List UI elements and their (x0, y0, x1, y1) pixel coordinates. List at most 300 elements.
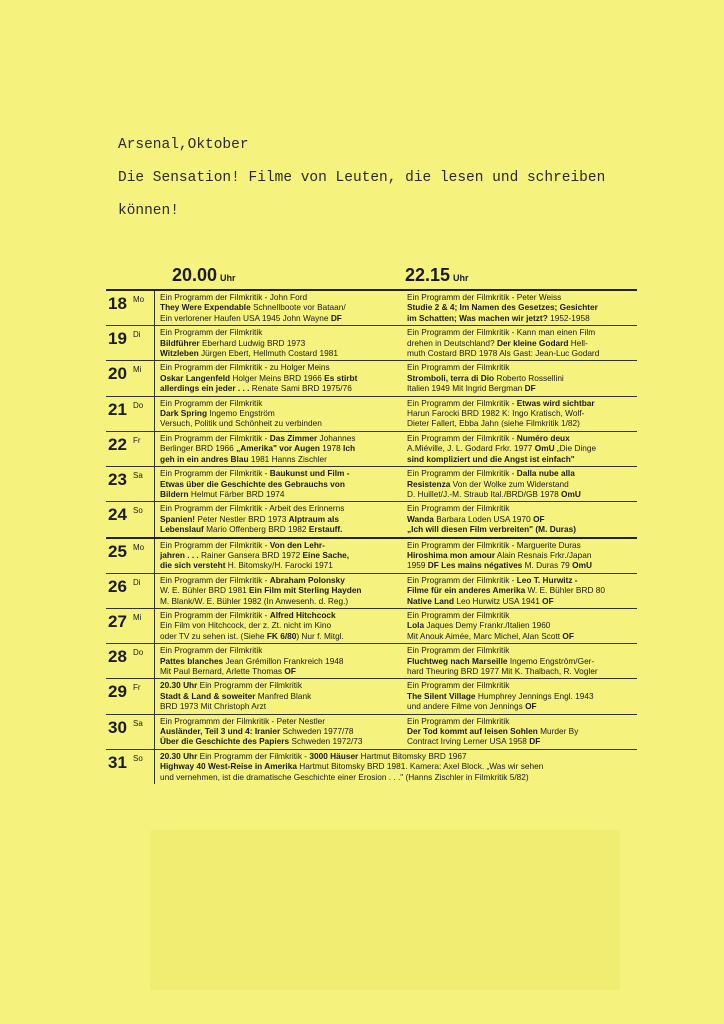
program-2000 (154, 361, 402, 395)
program-2000 (154, 397, 402, 431)
program-text: Ein Programm der Filmkritik (160, 645, 263, 656)
program-2215 (402, 644, 637, 678)
program-text: Ein Programm der Filmkritik - (407, 432, 517, 443)
program-text: jahren . . . (160, 549, 199, 560)
program-text: Versuch, Politik und Schönheit zu verbinden (160, 418, 322, 429)
program-text: Alain Resnais Frkr./Japan (495, 549, 592, 560)
program-text: geh in ein andres Blau (160, 453, 249, 464)
program-line (160, 716, 400, 726)
program-line (407, 666, 635, 676)
program-text: Murder By (537, 726, 579, 737)
program-text: und andere Filme von Jennings (407, 701, 526, 712)
program-line (160, 338, 400, 348)
program-text: Schnellboote vor Bataan/ (250, 302, 346, 313)
weekday: Mo (133, 542, 145, 552)
program-line (407, 503, 635, 513)
program-text: Pattes blanches (160, 655, 224, 666)
day-number: 23 (108, 470, 127, 490)
weekday: Mi (133, 365, 142, 375)
program-text: und vernehmen, ist die dramatische Geschichte einer Erosion . . ." (Hanns Zischler in Filmkritik 5/82) (160, 771, 529, 782)
intro-line-1: Arsenal,Oktober (118, 137, 249, 153)
program-text: Witzleben (160, 348, 199, 359)
program-line (407, 524, 635, 534)
program-line (407, 454, 635, 464)
program-text: W. E. Bühler BRD 80 (525, 585, 605, 596)
schedule-row (106, 431, 637, 466)
program-text: Ein verlorener Haufen USA 1945 John Wayne (160, 312, 331, 323)
day-cell (106, 291, 154, 325)
program-text: H. Bitomsky/H. Farocki 1971 (225, 560, 333, 571)
program-text: W. E. Bühler BRD 1981 (160, 585, 250, 596)
day-cell (106, 361, 154, 395)
program-line (160, 540, 400, 550)
program-text: Stromboli, terra di Dio (407, 372, 495, 383)
program-text: Erstauff. (308, 524, 343, 535)
program-text: OF (525, 701, 537, 712)
program-line (160, 596, 400, 606)
program-2215 (402, 361, 637, 395)
program-line (160, 631, 400, 641)
day-cell (106, 679, 154, 713)
day-cell (106, 644, 154, 678)
program-text: OF (562, 630, 574, 641)
program-line (160, 645, 400, 655)
day-cell (106, 432, 154, 466)
schedule-row (106, 608, 637, 643)
program-line (407, 292, 635, 302)
program-text: Ein Programm der Filmkritik (407, 680, 510, 691)
program-2215 (402, 397, 637, 431)
program-text: Eberhard Ludwig BRD 1973 (199, 337, 306, 348)
program-2215 (402, 609, 637, 643)
day-number: 28 (108, 647, 127, 667)
program-text: Harun Farocki BRD 1982 K: Ingo Kratisch, Wolf- (407, 408, 585, 419)
program-text: Ein Programm der Filmkritik - Arbeit des Erinnerns (160, 503, 345, 514)
program-text: Ein Programm der Filmkritik - (160, 609, 270, 620)
header-2215 (405, 265, 469, 286)
day-number: 24 (108, 505, 127, 525)
program-text: Über die Geschichte des Papiers (160, 736, 290, 747)
schedule-row (106, 289, 637, 325)
weekday: Mo (133, 295, 145, 304)
program-line (160, 292, 400, 302)
program-line (407, 610, 635, 620)
program-text: Alptraum als (288, 513, 339, 524)
program-line (160, 489, 400, 499)
program-line (160, 383, 400, 393)
program-line (160, 691, 400, 701)
program-text: Leo T. Hurwitz - (516, 574, 578, 585)
program-text: FK 6/80 (266, 630, 297, 641)
program-text: im Schatten; Was machen wir jetzt? (407, 312, 548, 323)
program-text: Schweden 1972/73 (289, 736, 363, 747)
program-text: Fluchtweg nach Marseille (407, 655, 508, 666)
program-text: oder TV zu sehen ist. (Siehe (160, 630, 267, 641)
program-line (407, 680, 635, 690)
day-number: 22 (108, 434, 127, 454)
program-text: 3000 Häuser (309, 750, 359, 761)
program-line (160, 408, 400, 418)
program-text: Ein Programm der Filmkritik (407, 609, 510, 620)
program-text: Jean Grémillon Frankreich 1948 (223, 655, 344, 666)
program-text: M. Duras 79 (522, 560, 573, 571)
program-text: Humphrey Jennings Engl. 1943 (475, 690, 594, 701)
program-line (407, 489, 635, 499)
program-text: Spanien! (160, 513, 196, 524)
schedule-row (106, 466, 637, 501)
program-text: Ein Programm der Filmkritik (407, 715, 510, 726)
program-2000 (154, 467, 402, 501)
program-text: Mario Offenberg BRD 1982 (203, 524, 309, 535)
program-line (160, 560, 400, 570)
program-line (407, 373, 635, 383)
program-text: 1959 (407, 560, 428, 571)
day-number: 27 (108, 611, 127, 631)
program-text: Ingemo Engström/Ger- (507, 655, 595, 666)
program-text: Von den Lehr- (269, 539, 325, 550)
program-line (407, 701, 635, 711)
header-2000-time: 20.00 (172, 265, 218, 285)
program-line (160, 736, 400, 746)
program-text: Berlinger BRD 1966 (160, 443, 237, 454)
program-line (160, 418, 400, 428)
program-2215 (402, 467, 637, 501)
header-2215-unit: Uhr (453, 273, 469, 283)
weekday: Fr (133, 435, 141, 445)
program-text: Hell- (568, 337, 588, 348)
program-line (407, 433, 635, 443)
program-line (407, 302, 635, 312)
program-text: Jaques Demy Frankr./Italien 1960 (424, 620, 551, 631)
program-line (407, 691, 635, 701)
program-text: Italien 1949 Mit Ingrid Bergman (407, 383, 525, 394)
program-line (160, 550, 400, 560)
program-line (160, 610, 400, 620)
program-line (160, 348, 400, 358)
schedule-row (106, 678, 637, 713)
program-text: Ein Programm der Filmkritik - (407, 397, 517, 408)
program-text: Bildern (160, 488, 189, 499)
program-text: OF (284, 666, 296, 676)
program-text: Ein Programm der Filmkritik - (197, 750, 310, 761)
schedule-row (106, 396, 637, 431)
intro-text (118, 135, 698, 234)
program-text: Eine Sache, (302, 549, 350, 560)
program-text: Hiroshima mon amour (407, 549, 496, 560)
day-cell (106, 574, 154, 608)
weekday: Fr (133, 683, 141, 693)
program-text: 1978 (319, 443, 344, 454)
program-2000 (154, 679, 402, 713)
program-text: DF Les mains négatives (427, 560, 523, 571)
program-text: Abraham Polonsky (269, 574, 345, 585)
program-line (407, 550, 635, 560)
program-line (407, 398, 635, 408)
program-line (407, 383, 635, 393)
program-text: Ein Programm der Filmkritik (197, 680, 303, 691)
program-2215 (402, 291, 637, 325)
program-text: Highway 40 West-Reise in Amerika (160, 761, 297, 772)
program-text: Mit Paul Bernard, Arlette Thomas (160, 666, 285, 676)
day-number: 18 (108, 294, 127, 313)
schedule-row (106, 325, 637, 360)
program-2000 (154, 326, 402, 360)
program-2000 (154, 432, 402, 466)
program-line (160, 362, 400, 372)
program-text: Es stirbt (324, 372, 358, 383)
program-line (160, 302, 400, 312)
program-line (160, 373, 400, 383)
program-text: Hartmut Bitomsky BRD 1967 (358, 750, 467, 761)
program-line (407, 408, 635, 418)
program-line (407, 585, 635, 595)
program-text: DF (524, 383, 536, 394)
program-text: OmU (534, 443, 555, 454)
day-cell (106, 539, 154, 573)
program-text: Etwas über die Geschichte des Gebrauchs von (160, 478, 345, 489)
program-text: Oskar Langenfeld (160, 372, 231, 383)
day-number: 21 (108, 399, 127, 419)
program-text: drehen in Deutschland? (407, 337, 497, 348)
program-text: Hartmut Bitomsky BRD 1981. Kamera: Axel Block. „Was wir sehen (296, 761, 544, 772)
program-line (160, 503, 400, 513)
program-text: Resistenza (407, 478, 451, 489)
program-line (407, 338, 635, 348)
program-line (160, 524, 400, 534)
program-text: Ein Programm der Filmkritik - (160, 574, 270, 585)
program-text: Rainer Gansera BRD 1972 (198, 549, 303, 560)
program-text: They Were Expendable (160, 302, 251, 313)
day-number: 26 (108, 576, 127, 596)
day-cell (106, 397, 154, 431)
program-line (160, 666, 400, 676)
weekday: So (133, 506, 143, 516)
program-text: Ein Programm der Filmkritik - (160, 468, 270, 479)
program-text: A.Miéville, J. L. Godard Frkr. 1977 (407, 443, 535, 454)
program-2000 (154, 609, 402, 643)
program-line (160, 620, 400, 630)
schedule-row (106, 501, 637, 536)
program-line (407, 468, 635, 478)
program-text: Wanda (407, 513, 434, 524)
program-line (407, 726, 635, 736)
program-line (407, 362, 635, 372)
weekday: Mi (133, 612, 142, 622)
program-text: Ein Film von Hitchcock, der z. Zt. nicht im Kino (160, 620, 332, 631)
day-cell (106, 609, 154, 643)
program-text: Lebenslauf (160, 524, 204, 535)
program-text: Schweden 1977/78 (280, 726, 354, 737)
program-text: Ein Programm der Filmkritik - John Ford (160, 292, 308, 302)
program-text: Helmut Färber BRD 1974 (188, 488, 285, 499)
program-text: Ein Film mit Sterling Hayden (249, 585, 362, 596)
day-cell (106, 326, 154, 360)
program-text: die sich versteht (160, 560, 226, 571)
program-text: Etwas wird sichtbar (516, 397, 595, 408)
program-line (160, 701, 400, 711)
schedule-row (106, 714, 637, 749)
day-number: 30 (108, 717, 127, 737)
program-text: Dieter Fallert, Ebba Jahn (siehe Filmkritik 1/82) (407, 418, 580, 429)
intro-line-2: Die Sensation! Filme von Leuten, die lesen und schreiben (118, 170, 606, 186)
schedule-row (106, 749, 637, 784)
program-line (160, 726, 400, 736)
weekday: Di (133, 577, 141, 587)
time-headers (110, 265, 610, 289)
program-text: Native Land (407, 595, 455, 606)
program-line (160, 433, 400, 443)
program-text: Das Zimmer (269, 432, 318, 443)
weekday: Do (133, 648, 144, 658)
program-text: Holger Meins BRD 1966 (230, 372, 325, 383)
program-line (407, 313, 635, 323)
program-line (160, 680, 400, 690)
program-line (407, 560, 635, 570)
program-text: Ein Programm der Filmkritik (407, 362, 510, 373)
intro-line-3: können! (118, 203, 179, 219)
program-2215 (402, 679, 637, 713)
program-text: Ich (343, 443, 356, 454)
program-line (407, 596, 635, 606)
program-text: Ein Programm der Filmkritik (160, 327, 263, 338)
schedule-row (106, 360, 637, 395)
header-2000 (172, 265, 236, 286)
program-text: Ein Programm der Filmkritik (407, 503, 510, 514)
program-text: Alfred Hitchcock (269, 609, 336, 620)
header-2215-time: 22.15 (405, 265, 451, 285)
program-line (407, 348, 635, 358)
program-text: 20.30 Uhr (160, 680, 198, 691)
program-text: „Amerika" vor Augen (236, 443, 320, 454)
program-line (160, 751, 635, 761)
schedule-table (106, 289, 637, 784)
program-text: Von der Wolke zum Widerstand (450, 478, 569, 489)
program-text: Der kleine Godard (496, 337, 569, 348)
program-text: Dark Spring (160, 408, 208, 419)
program-2215 (402, 715, 637, 749)
program-line (160, 656, 400, 666)
program-line (407, 736, 635, 746)
program-text: Barbara Loden USA 1970 (433, 513, 534, 524)
program-2000 (154, 291, 402, 325)
program-2000 (154, 574, 402, 608)
program-line (407, 631, 635, 641)
program-line (407, 479, 635, 489)
program-text: Leo Hurwitz USA 1941 (454, 595, 543, 606)
program-text: Stadt & Land & soweiter (160, 690, 256, 701)
program-text: Ein Programm der Filmkritik - zu Holger Meins (160, 362, 330, 373)
faded-image-area (150, 830, 620, 990)
program-text: D. Huillet/J.-M. Straub Ital./BRD/GB 1978 (407, 488, 562, 499)
program-line (407, 716, 635, 726)
program-text: OmU (572, 560, 592, 571)
schedule-row (106, 537, 637, 573)
program-text: Ein Programm der Filmkritik - (407, 574, 517, 585)
program-text: „Ich will diesen Film verbreiten" (M. Duras) (407, 524, 576, 535)
program-line (160, 772, 635, 782)
program-text: Ein Programm der Filmkritik - (407, 468, 517, 479)
program-text: Ein Programm der Filmkritik - Marguerite Duras (407, 539, 581, 550)
program-text: Manfred Blank (255, 690, 312, 701)
program-text: OmU (561, 488, 581, 499)
program-line (407, 443, 635, 453)
program-line (160, 443, 400, 453)
program-text: Lola (407, 620, 425, 631)
program-text: Numéro deux (516, 432, 570, 443)
program-2215 (402, 432, 637, 466)
program-text: Ein Programmm der Filmkritik - Peter Nestler (160, 715, 326, 726)
program-text: Studie 2 & 4; Im Namen des Gesetzes; Gesichter (407, 302, 598, 313)
program-2215 (402, 574, 637, 608)
day-cell (106, 750, 154, 784)
program-text: Jürgen Ebert, Hellmuth Costard 1981 (198, 348, 338, 359)
program-text: Ein Programm der Filmkritik - Peter Weiss (407, 292, 562, 302)
day-number: 20 (108, 364, 127, 384)
program-text: Roberto Rossellini (494, 372, 564, 383)
program-text: Bildführer (160, 337, 200, 348)
weekday: Sa (133, 718, 143, 728)
program-text: Ausländer, Teil 3 und 4: Iranier (160, 726, 281, 737)
program-line (160, 454, 400, 464)
program-text: muth Costard BRD 1978 Als Gast: Jean-Luc Godard (407, 348, 600, 359)
program-text: sind kompliziert und die Angst ist einfach" (407, 453, 575, 464)
day-cell (106, 502, 154, 536)
program-text: Baukunst und Film - (269, 468, 350, 479)
program-text: Ein Programm der Filmkritik - Kann man einen Film (407, 327, 596, 338)
program-text: DF (529, 736, 541, 747)
program-text: hard Theuring BRD 1977 Mit K. Thalbach, R. Vogler (407, 666, 598, 676)
program-2000 (154, 539, 402, 573)
day-cell (106, 715, 154, 749)
program-text: Der Tod kommt auf leisen Sohlen (407, 726, 538, 737)
program-text: The Silent Village (407, 690, 476, 701)
program-text: ) Nur f. Mitgl. (296, 630, 344, 641)
program-text: „Die Dinge (554, 443, 597, 454)
program-text: Peter Nestler BRD 1973 (195, 513, 289, 524)
program-text: Johannes (317, 432, 356, 443)
program-line (407, 418, 635, 428)
program-line (407, 575, 635, 585)
program-line (160, 468, 400, 478)
program-text: BRD 1973 Mit Christoph Arzt (160, 701, 267, 712)
header-2000-unit: Uhr (220, 273, 236, 283)
program-line (407, 620, 635, 630)
program-text: Ein Programm der Filmkritik (160, 397, 263, 408)
program-text: Filme für ein anderes Amerika (407, 585, 526, 596)
program-text: Ingemo Engström (207, 408, 275, 419)
program-text: 1981 Hanns Zischler (248, 453, 327, 464)
program-2000 (154, 715, 402, 749)
program-2215 (402, 539, 637, 573)
weekday: Do (133, 400, 144, 410)
program-text: Ein Programm der Filmkritik - (160, 539, 270, 550)
program-line (160, 313, 400, 323)
program-line (160, 761, 635, 771)
day-number: 29 (108, 682, 127, 702)
program-line (160, 479, 400, 489)
program-text: 20.30 Uhr (160, 750, 198, 761)
day-number: 19 (108, 329, 127, 349)
program-line (407, 645, 635, 655)
program-2000 (154, 644, 402, 678)
schedule-row (106, 573, 637, 608)
program-text: 1952-1958 (547, 312, 590, 323)
program-line (160, 398, 400, 408)
program-text: Ein Programm der Filmkritik - (160, 432, 270, 443)
program-text: Renate Sami BRD 1975/76 (249, 383, 352, 394)
day-cell (106, 467, 154, 501)
program-line (160, 327, 400, 337)
